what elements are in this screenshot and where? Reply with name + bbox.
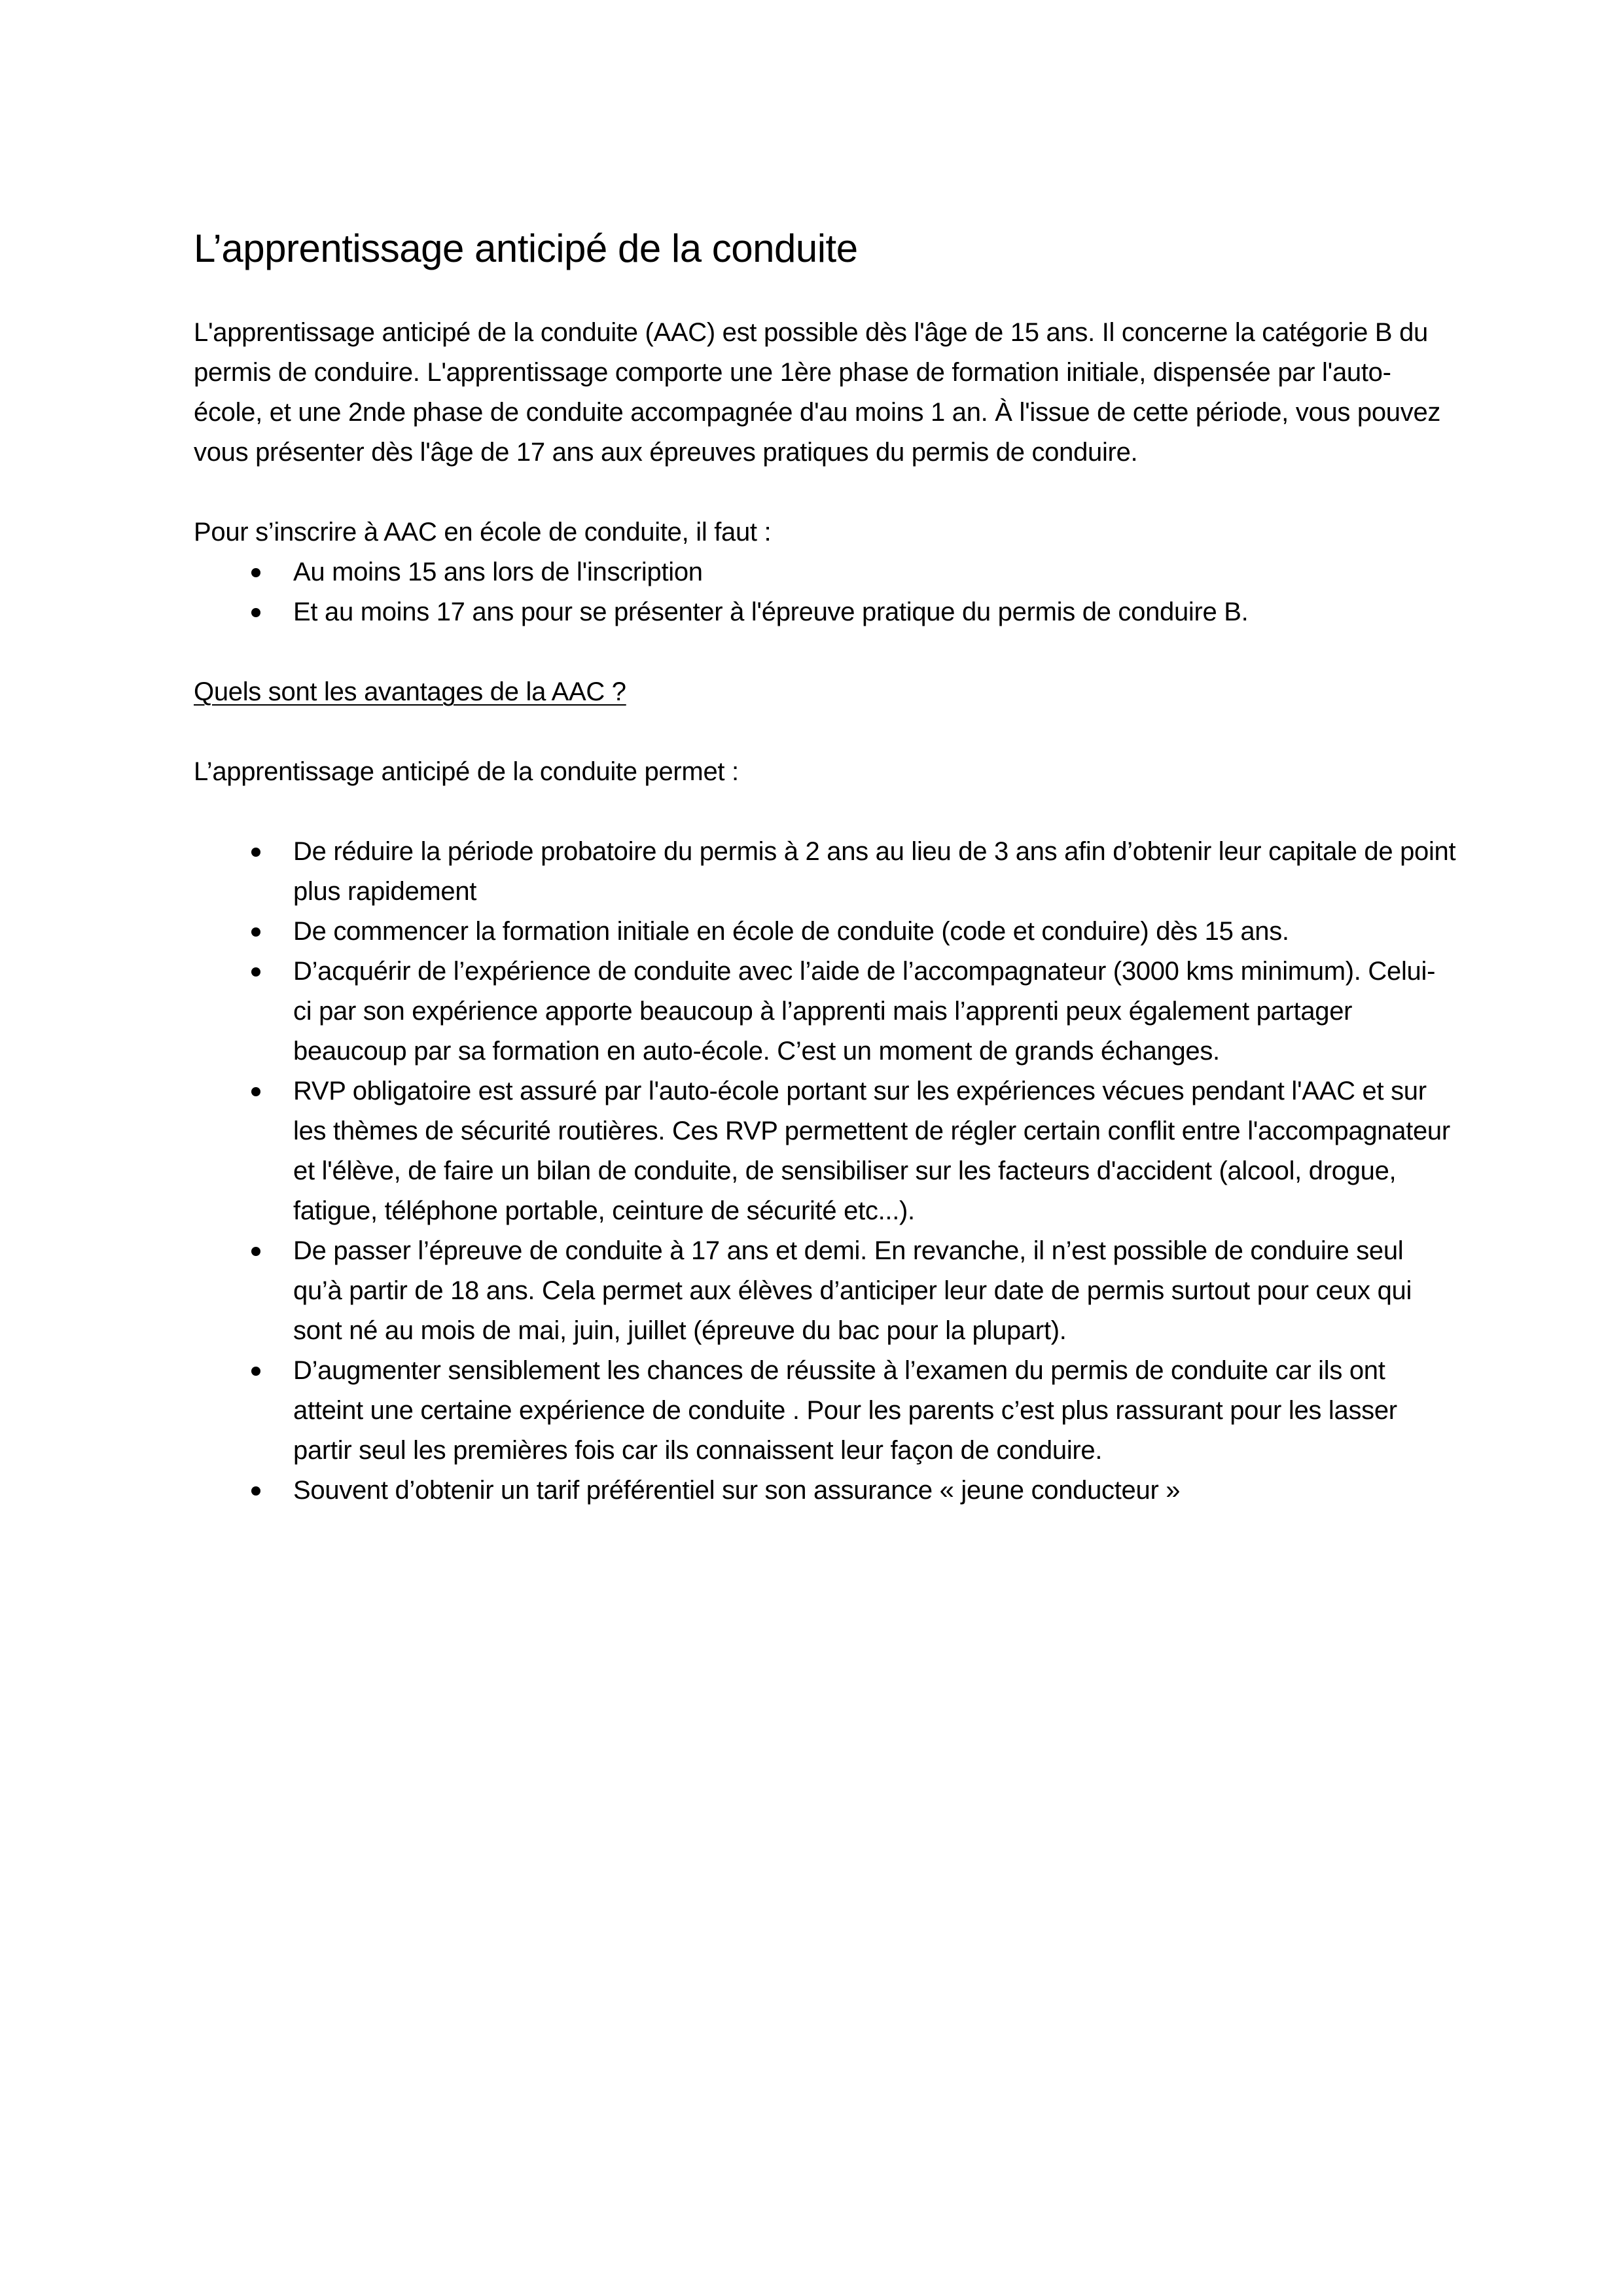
bullet-icon: [251, 1367, 260, 1376]
bullet-icon: [251, 927, 260, 937]
bullet-icon: [251, 848, 260, 857]
document-page: [194, 223, 1457, 1511]
spacer: [194, 712, 1457, 752]
bullet-icon: [251, 1247, 260, 1256]
document-title: L’apprentissage anticipé de la conduite: [194, 226, 858, 270]
bullet-icon: [251, 1486, 260, 1496]
list-item: [194, 1471, 1457, 1511]
spacer: [194, 792, 1457, 832]
list-item: [194, 912, 1457, 952]
advantages-heading: Quels sont les avantages de la AAC ?: [194, 677, 626, 706]
advantages-lead: L’apprentissage anticipé de la conduite permet :: [194, 757, 739, 786]
list-item-text: D’acquérir de l’expérience de conduite avec l’aide de l’accompagnateur (3000 kms minimum). Celui- ci par son expérience apporte beaucoup à l’apprenti mais l’apprenti peux également partager beaucoup par sa formation en auto-école. C’est un moment de grands échanges.: [293, 957, 1436, 1066]
list-item-text: Au moins 15 ans lors de l'inscription: [293, 558, 703, 586]
list-item-text: De commencer la formation initiale en école de conduite (code et conduire) dès 15 ans.: [293, 917, 1289, 946]
list-item: [194, 592, 1457, 632]
bullet-icon: [251, 967, 260, 977]
advantages-list: [194, 832, 1457, 1511]
list-item: [194, 952, 1457, 1071]
list-item: [194, 1351, 1457, 1471]
list-item-text: RVP obligatoire est assuré par l'auto-école portant sur les expériences vécues pendant l'AAC et sur les thèmes de sécurité routières. Ces RVP permettent de régler certain conflit entre l'accompagnateur et l'élève, de faire un bilan de conduite, de sensibiliser sur les facteurs d'accident (alcool, drogue, fatigue, téléphone portable, ceinture de sécurité etc...).: [293, 1077, 1450, 1225]
list-item-text: De passer l’épreuve de conduite à 17 ans et demi. En revanche, il n’est possible de conduire seul qu’à partir de 18 ans. Cela permet aux élèves d’anticiper leur date de permis surtout pour ceux qui sont né au mois de mai, juin, juillet (épreuve du bac pour la plupart).: [293, 1236, 1412, 1345]
spacer: [194, 473, 1457, 512]
list-item-text: De réduire la période probatoire du permis à 2 ans au lieu de 3 ans afin d’obtenir leur capitale de point plus rapidement: [293, 837, 1456, 906]
intro-paragraph: L'apprentissage anticipé de la conduite (AAC) est possible dès l'âge de 15 ans. Il concerne la catégorie B du permis de conduire. L'apprentissage comporte une 1ère phase de formation initiale, dispensée par l'auto-école, et une 2nde phase de conduite accompagnée d'au moins 1 an. À l'issue de cette période, vous pouvez vous présenter dès l'âge de 17 ans aux épreuves pratiques du permis de conduire.: [194, 318, 1441, 467]
inscription-lead: Pour s’inscrire à AAC en école de conduite, il faut :: [194, 518, 772, 547]
list-item: [194, 832, 1457, 912]
spacer: [194, 632, 1457, 672]
bullet-icon: [251, 568, 260, 577]
list-item-text: Souvent d’obtenir un tarif préférentiel sur son assurance « jeune conducteur »: [293, 1476, 1181, 1505]
inscription-list: [194, 552, 1457, 632]
bullet-icon: [251, 1087, 260, 1096]
list-item-text: Et au moins 17 ans pour se présenter à l'épreuve pratique du permis de conduire B.: [293, 598, 1249, 626]
list-item: [194, 1231, 1457, 1351]
list-item-text: D’augmenter sensiblement les chances de réussite à l’examen du permis de conduite car ils ont atteint une certaine expérience de conduite . Pour les parents c’est plus rassurant pour les lasser partir seul les premières fois car ils connaissent leur façon de conduire.: [293, 1356, 1397, 1465]
list-item: [194, 552, 1457, 592]
list-item: [194, 1071, 1457, 1231]
bullet-icon: [251, 608, 260, 617]
